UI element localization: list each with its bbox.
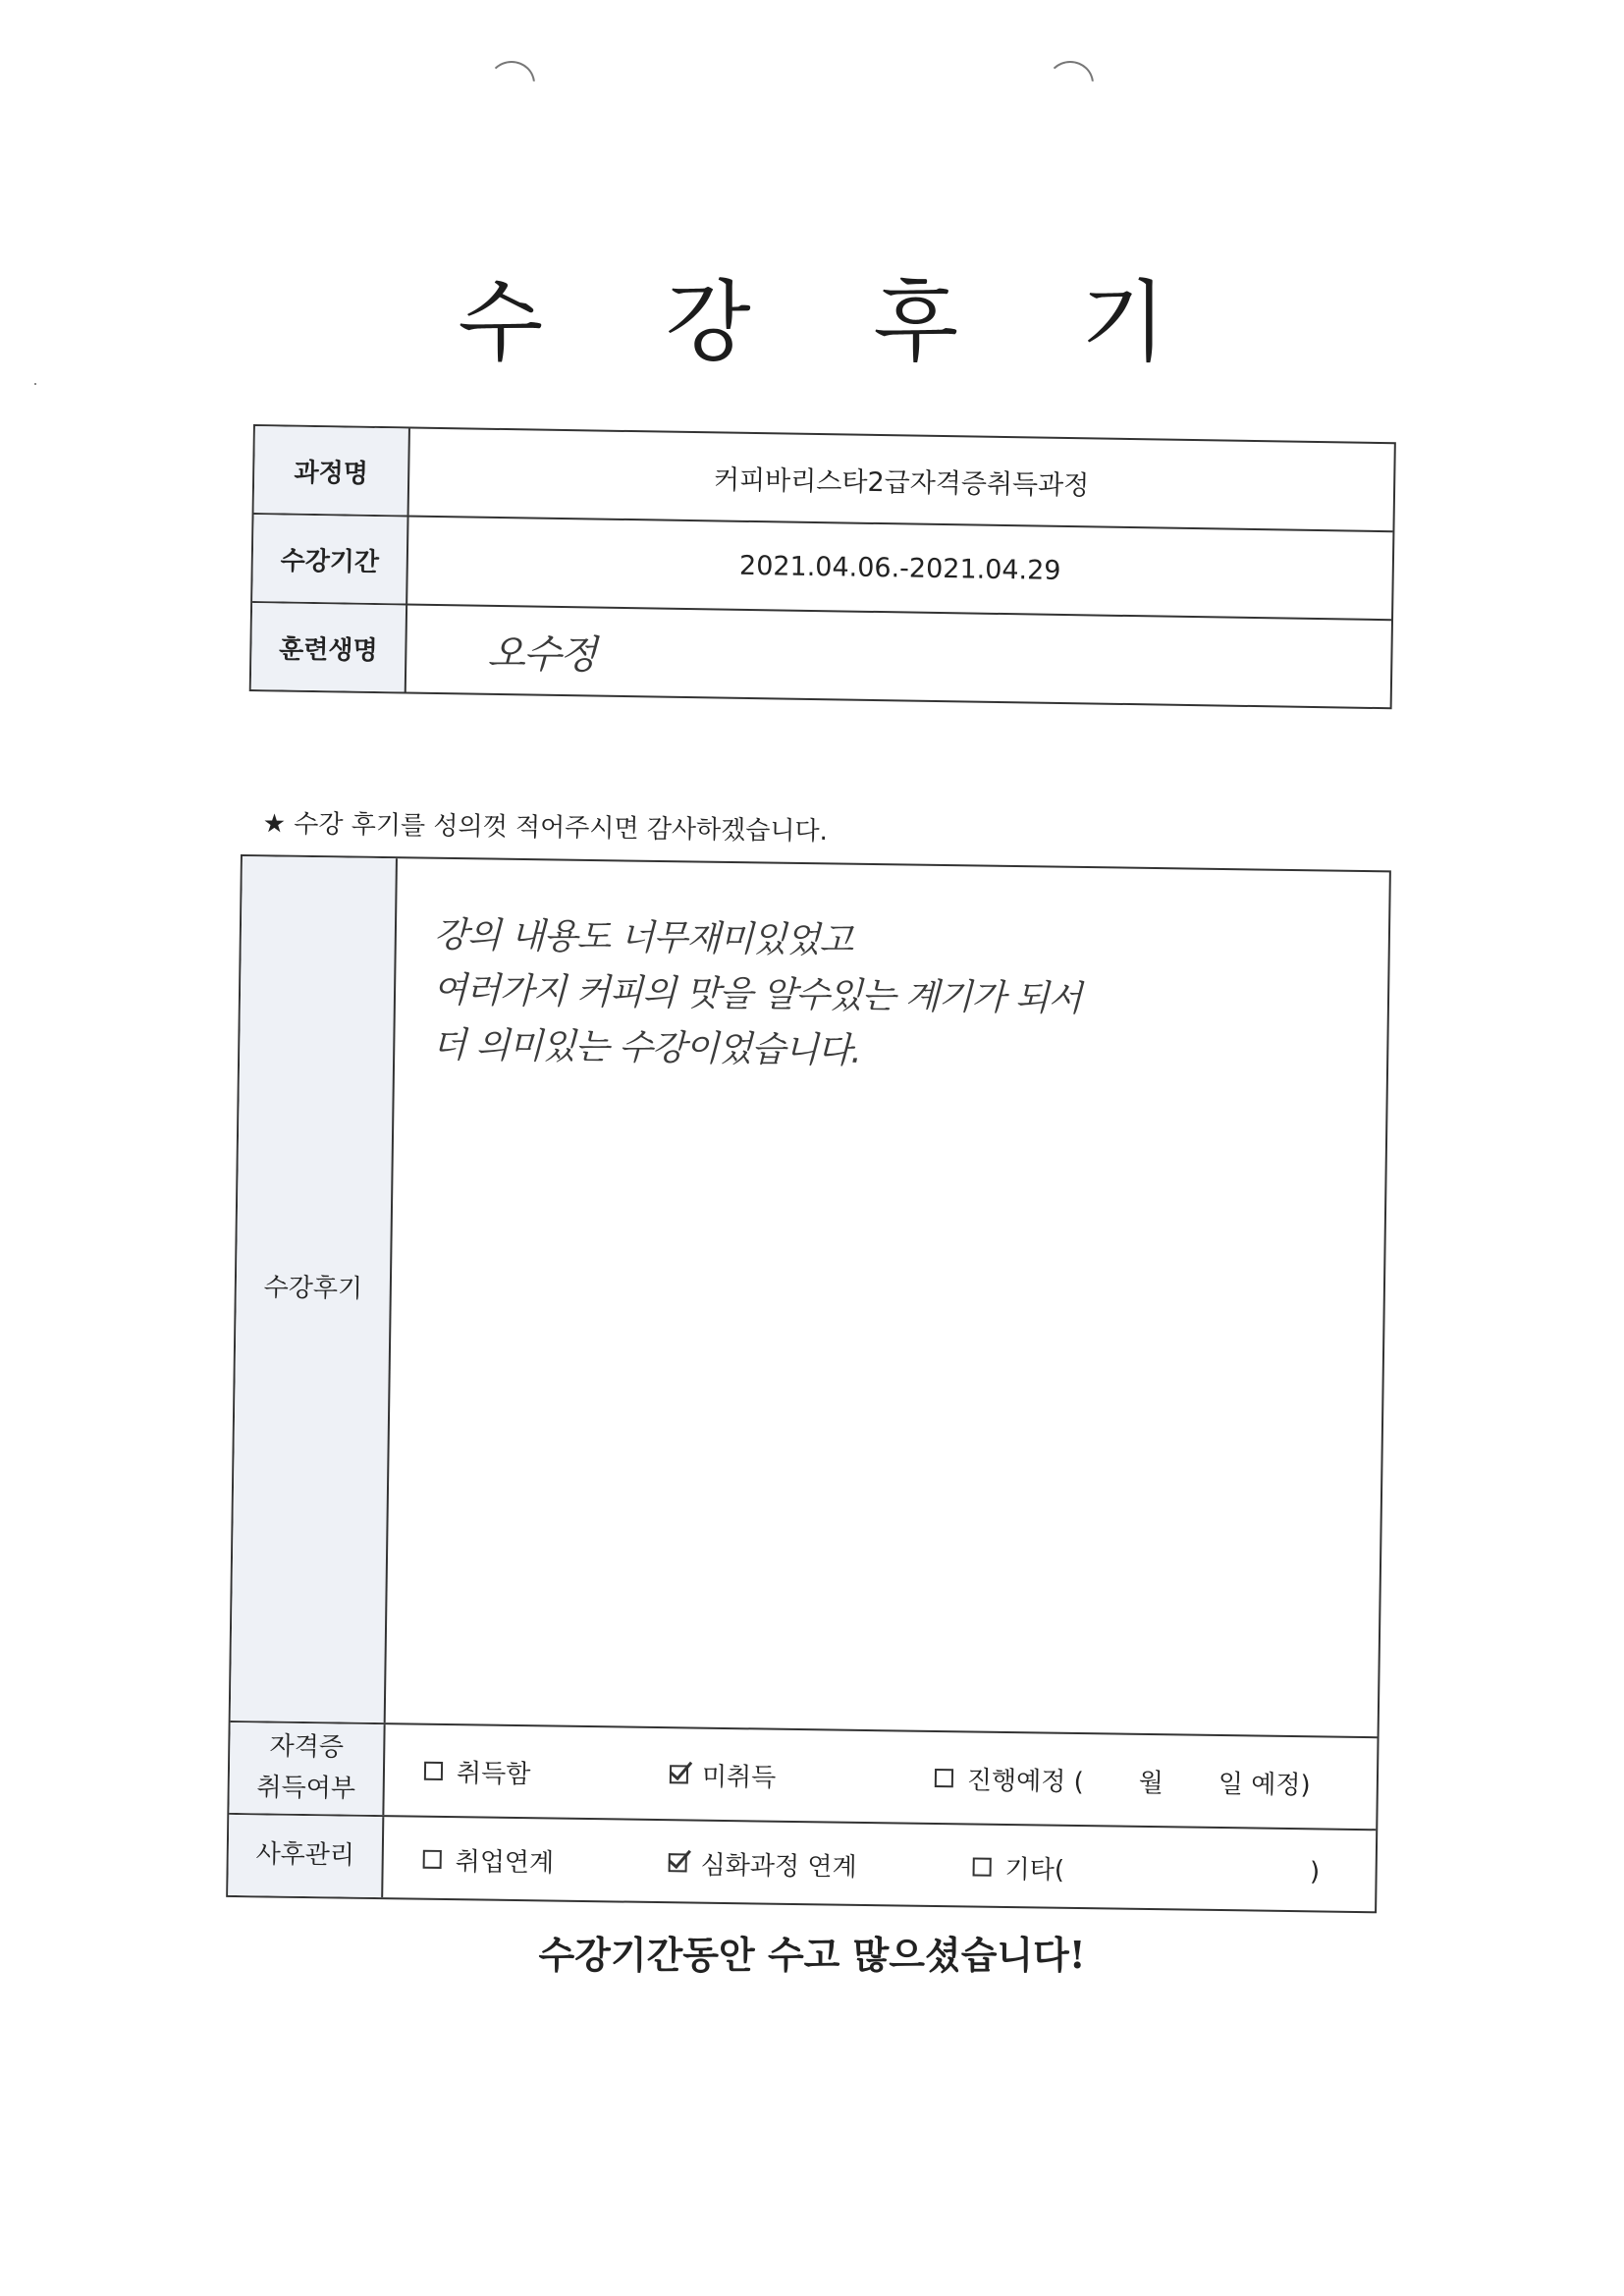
trainee-name: 오수정 <box>487 630 596 678</box>
checkbox-employment[interactable] <box>423 1850 442 1869</box>
option-advanced-course[interactable] <box>668 1844 856 1884</box>
month-label: 월 <box>1138 1768 1164 1799</box>
instruction-note: ★ 수강 후기를 성의껏 적어주시면 감사하겠습니다. <box>262 808 829 847</box>
option-label: 취업연계 <box>455 1847 555 1879</box>
certificate-options <box>384 1724 1377 1829</box>
punch-hole-left <box>488 61 535 106</box>
trainee-field[interactable] <box>406 605 1391 707</box>
course-value: 커피바리스타2급자격증취득과정 <box>713 464 1090 501</box>
review-row <box>231 856 1389 1738</box>
option-label: 진행예정 ( <box>966 1766 1084 1798</box>
certificate-row <box>229 1722 1377 1831</box>
option-not-acquired[interactable] <box>670 1756 777 1794</box>
aftercare-row <box>228 1815 1376 1911</box>
certificate-label-line2: 취득여부 <box>256 1773 356 1804</box>
option-acquired[interactable] <box>424 1753 531 1791</box>
review-line: 여러가지 커피의 맛을 알수있는 계기가 되서 <box>432 969 1082 1019</box>
review-label: 수강후기 <box>231 856 398 1722</box>
review-line: 강의 내용도 너무재미있었고 <box>433 914 853 961</box>
course-label: 과정명 <box>254 426 410 515</box>
course-info-table <box>249 424 1396 709</box>
review-text-area[interactable] <box>386 858 1389 1736</box>
option-label: 취득함 <box>456 1759 531 1790</box>
checkbox-other[interactable] <box>973 1858 992 1877</box>
closing-paren: ) <box>1309 1856 1321 1886</box>
trainee-label: 훈련생명 <box>251 603 407 691</box>
period-label: 수강기간 <box>252 515 408 603</box>
aftercare-label: 사후관리 <box>228 1815 384 1897</box>
punch-hole-right <box>1047 61 1094 106</box>
certificate-label <box>229 1722 385 1815</box>
review-text <box>432 908 1082 1082</box>
checkbox-acquired[interactable] <box>424 1762 443 1780</box>
option-label: 미취득 <box>701 1762 777 1793</box>
option-in-progress[interactable] <box>935 1760 1311 1801</box>
scan-speck <box>34 383 36 385</box>
review-line: 더 의미있는 수강이었습니다. <box>432 1024 862 1071</box>
checkbox-advanced-course[interactable] <box>669 1853 687 1872</box>
checkbox-not-acquired[interactable] <box>670 1765 688 1783</box>
period-value: 2021.04.06.-2021.04.29 <box>738 550 1061 586</box>
option-employment[interactable] <box>422 1841 554 1880</box>
option-label: 기타( <box>1004 1854 1065 1886</box>
option-other[interactable] <box>972 1849 1320 1890</box>
option-label: 심화과정 연계 <box>700 1850 857 1883</box>
checkbox-in-progress[interactable] <box>935 1769 953 1787</box>
certificate-label-line1: 자격증 <box>269 1731 345 1763</box>
page-title: 수 강 후 기 <box>458 271 1214 374</box>
day-label: 일 예정) <box>1218 1769 1311 1801</box>
trainee-row <box>251 603 1391 707</box>
closing-message: 수강기간동안 수고 많으셨습니다! <box>538 1933 1086 1977</box>
review-table <box>226 854 1391 1913</box>
aftercare-options <box>383 1817 1376 1911</box>
